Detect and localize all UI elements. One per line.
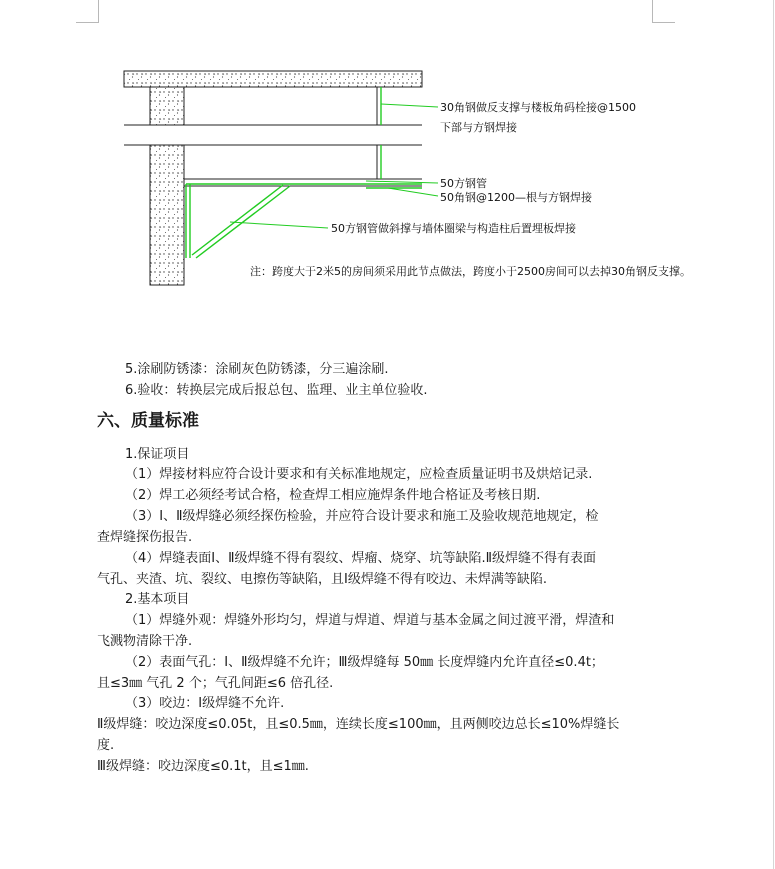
paragraph-item5: 5.涂刷防锈漆：涂刷灰色防锈漆，分三遍涂刷. bbox=[125, 362, 389, 377]
guarantee-item-4-line2: 气孔、夹渣、坑、裂纹、电擦伤等缺陷，且Ⅰ级焊缝不得有咬边、未焊满等缺陷. bbox=[97, 572, 547, 587]
basic-item-1-line2: 飞溅物清除干净. bbox=[97, 634, 193, 649]
guarantee-item-3-line1: （3）Ⅰ、Ⅱ级焊缝必须经探伤检验，并应符合设计要求和施工及验收规范地规定，检 bbox=[125, 509, 599, 524]
grade2-line2: 度. bbox=[97, 738, 115, 753]
leader-lines bbox=[230, 104, 438, 228]
label-diagonal-brace: 50方钢管做斜撑与墙体圈梁与构造柱后置埋板焊接 bbox=[331, 222, 576, 235]
subheading-guarantee: 1.保证项目 bbox=[125, 447, 190, 462]
guarantee-item-1: （1）焊接材料应符合设计要求和有关标准地规定，应检查质量证明书及烘焙记录. bbox=[125, 467, 593, 482]
guarantee-item-4-line1: （4）焊缝表面Ⅰ、Ⅱ级焊缝不得有裂纹、焊瘤、烧穿、坑等缺陷.Ⅱ级焊缝不得有表面 bbox=[125, 551, 597, 566]
label-angle-steel: 50角钢@1200—根与方钢焊接 bbox=[440, 191, 592, 204]
wall-lower bbox=[150, 145, 184, 285]
guarantee-item-3-line2: 查焊缝探伤报告. bbox=[97, 530, 193, 545]
label-angle-brace-line2: 下部与方钢焊接 bbox=[440, 121, 517, 134]
label-square-tube: 50方钢管 bbox=[440, 177, 487, 190]
guarantee-item-2: （2）焊工必须经考试合格，检查焊工相应施焊条件地合格证及考核日期. bbox=[125, 488, 541, 503]
node-detail-drawing bbox=[0, 0, 775, 300]
paragraph-item6: 6.验收：转换层完成后报总包、监理、业主单位验收. bbox=[125, 383, 428, 398]
green-steel-members bbox=[186, 184, 422, 258]
grade2-line1: Ⅱ级焊缝：咬边深度≤0.05t，且≤0.5㎜，连续长度≤100㎜，且两侧咬边总长≤10%焊缝长 bbox=[97, 717, 620, 732]
basic-item-2-line2: 且≤3㎜ 气孔 2 个；气孔间距≤6 倍孔径. bbox=[97, 676, 334, 691]
basic-item-2-line1: （2）表面气孔：Ⅰ、Ⅱ级焊缝不允许；Ⅲ级焊缝每 50㎜ 长度焊缝内允许直径≤0.4t； bbox=[125, 655, 604, 670]
grade3-line: Ⅲ级焊缝：咬边深度≤0.1t，且≤1㎜. bbox=[97, 759, 309, 774]
wall-upper bbox=[150, 87, 184, 125]
top-slab bbox=[124, 71, 422, 87]
diagram-note: 注：跨度大于2米5的房间须采用此节点做法，跨度小于2500房间可以去掉30角钢反支撑。 bbox=[250, 265, 691, 278]
section-heading: 六、质量标准 bbox=[97, 411, 199, 431]
subheading-basic: 2.基本项目 bbox=[125, 592, 190, 607]
label-angle-brace-line1: 30角钢做反支撑与楼板角码栓接@1500 bbox=[440, 101, 636, 114]
basic-item-1-line1: （1）焊缝外观：焊缝外形均匀，焊道与焊道、焊道与基本金属之间过渡平滑，焊渣和 bbox=[125, 613, 615, 628]
basic-item-3: （3）咬边：Ⅰ级焊缝不允许. bbox=[125, 696, 285, 711]
